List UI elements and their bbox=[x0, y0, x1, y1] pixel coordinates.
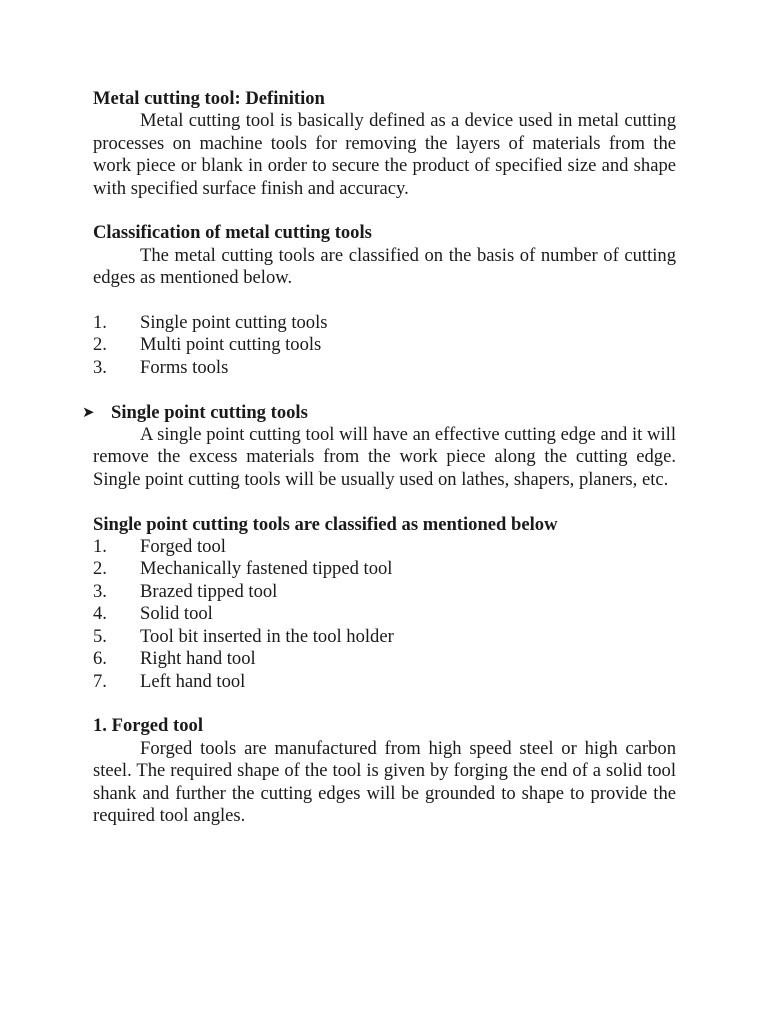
list-item bbox=[93, 312, 676, 334]
list-item bbox=[93, 558, 676, 580]
forged-tool-paragraph: Forged tools are manufactured from high speed steel or high carbon steel. The required shape of the tool is given by forging the end of a solid tool shank and further the cutting edges will be grounded to shape to provide the required tool angles. bbox=[93, 737, 676, 826]
section-heading-classification: Classification of metal cutting tools bbox=[93, 222, 372, 244]
list-item-text: Multi point cutting tools bbox=[140, 334, 322, 356]
section-heading-definition: Metal cutting tool: Definition bbox=[93, 88, 325, 109]
single-point-types-list bbox=[93, 536, 676, 693]
list-item-number: 7. bbox=[93, 670, 107, 692]
list-item-number: 6. bbox=[93, 648, 107, 670]
classification-list bbox=[93, 312, 676, 379]
list-item bbox=[93, 626, 676, 648]
list-item-number: 1. bbox=[93, 312, 107, 334]
list-item-number: 3. bbox=[93, 580, 107, 602]
list-item bbox=[93, 581, 676, 603]
list-item bbox=[93, 603, 676, 625]
list-item-text: Single point cutting tools bbox=[140, 312, 328, 334]
single-point-paragraph: A single point cutting tool will have an effective cutting edge and it will remove the excess materials from the work piece along the cutting edge. Single point cutting tools will be usually used on lathes, shapers, planers, etc. bbox=[93, 424, 676, 490]
list-item-number: 1. bbox=[93, 536, 107, 558]
section-heading-forged-tool: 1. Forged tool bbox=[93, 715, 203, 737]
list-item-text: Brazed tipped tool bbox=[140, 580, 278, 602]
list-item-text: Left hand tool bbox=[140, 670, 246, 692]
list-item-text: Solid tool bbox=[140, 603, 213, 625]
section-heading-single-point bbox=[82, 401, 676, 424]
list-item bbox=[93, 648, 676, 670]
list-item-text: Mechanically fastened tipped tool bbox=[140, 558, 393, 580]
list-item bbox=[93, 334, 676, 356]
list-item bbox=[93, 536, 676, 558]
list-item-number: 3. bbox=[93, 356, 107, 378]
single-point-heading-text: Single point cutting tools bbox=[111, 401, 308, 423]
list-item-text: Right hand tool bbox=[140, 648, 256, 670]
list-item-number: 4. bbox=[93, 603, 107, 625]
section-heading-single-point-types: Single point cutting tools are classified as mentioned below bbox=[93, 513, 558, 535]
classification-paragraph: The metal cutting tools are classified on the basis of number of cutting edges as mentioned below. bbox=[93, 244, 676, 289]
list-item-text: Tool bit inserted in the tool holder bbox=[140, 625, 394, 647]
definition-paragraph: Metal cutting tool is basically defined as a device used in metal cutting processes on machine tools for removing the layers of materials from the work piece or blank in order to secure the product of specified size and shape with specified surface finish and accuracy. bbox=[93, 110, 676, 199]
list-item-number: 5. bbox=[93, 625, 107, 647]
list-item bbox=[93, 357, 676, 379]
list-item bbox=[93, 671, 676, 693]
document-content bbox=[82, 88, 676, 827]
list-item-number: 2. bbox=[93, 558, 107, 580]
list-item-number: 2. bbox=[93, 334, 107, 356]
list-item-text: Forged tool bbox=[140, 536, 226, 558]
list-item-text: Forms tools bbox=[140, 356, 229, 378]
arrow-bullet-icon: ➤ bbox=[82, 404, 95, 421]
